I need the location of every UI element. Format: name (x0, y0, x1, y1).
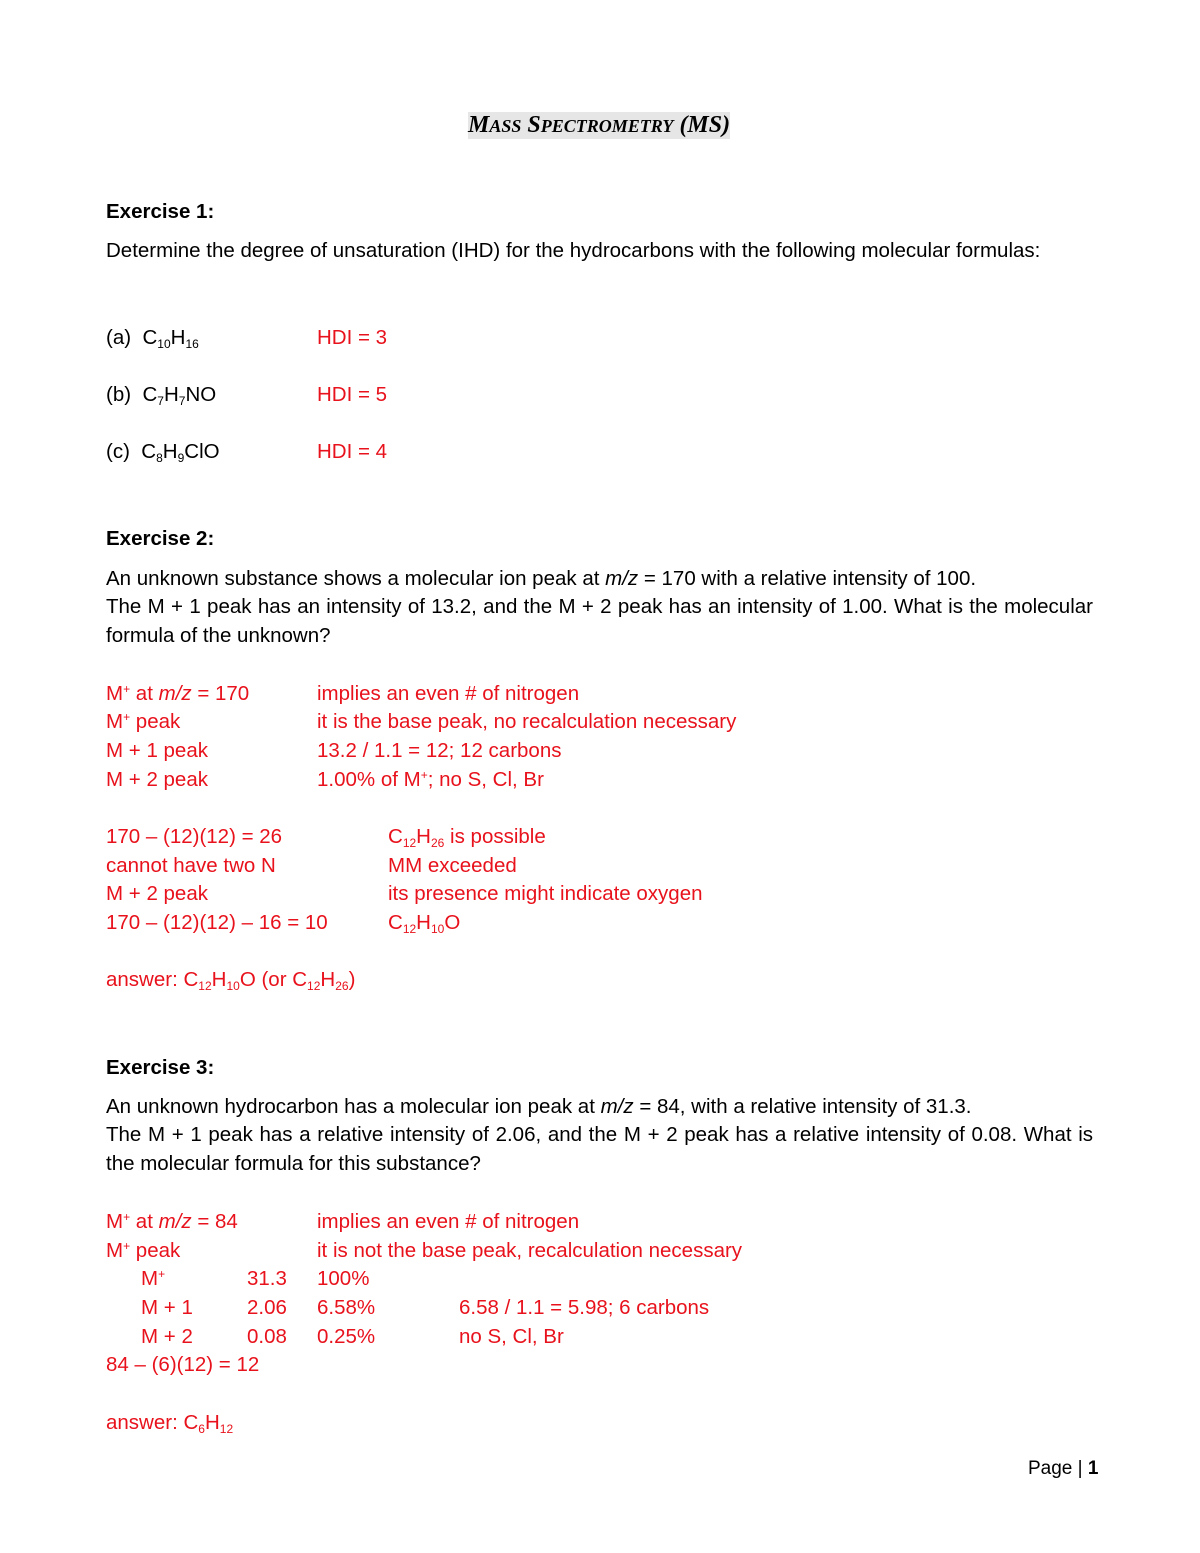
exercise-2-step3-right: its presence might indicate oxygen (388, 882, 703, 905)
exercise-2-step1-left: 170 – (12)(12) = 26 (106, 825, 283, 848)
exercise-2-row3-left: M + 1 peak (106, 739, 208, 762)
exercise-3-calc: 84 – (6)(12) = 12 (106, 1353, 260, 1376)
exercise-3-prompt-line2: The M + 1 peak has a relative intensity of 2.06, and the M + 2 peak has a relative intensity of 0.08. What is the molecular formula for this substance? (106, 1123, 1093, 1175)
page-footer: Page | 1 (1028, 1458, 1099, 1479)
exercise-3-row1-left: M+ at m/z = 84 (106, 1210, 238, 1233)
exercise-2-answer: answer: $C_{12}H_{10}O$ (or $C_{12}H_{26}$) (106, 968, 356, 993)
exercise-1-answer-a: HDI = 3 (317, 326, 388, 349)
exercise-3-heading: Exercise 3: (106, 1056, 215, 1079)
exercise-2-prompt-line1: An unknown substance shows a molecular ion peak at m/z = 170 with a relative intensity of 100. (106, 567, 977, 590)
exercise-2-row4-left: M + 2 peak (106, 768, 208, 791)
exercise-3-table-label-0: M+ (141, 1267, 166, 1290)
exercise-2-row3-right: 13.2 / 1.1 = 12; 12 carbons (317, 739, 562, 762)
exercise-3-table-pct-0: 100% (317, 1267, 370, 1290)
exercise-1-item-c: (c) $C_8H_9ClO$ (106, 440, 220, 465)
exercise-2-row1-right: implies an even # of nitrogen (317, 682, 580, 705)
exercise-2-row2-left: M+ peak (106, 710, 181, 733)
exercise-2-step3-left: M + 2 peak (106, 882, 208, 905)
exercise-3-table-value-1: 2.06 (247, 1296, 287, 1319)
exercise-3-row2-right: it is not the base peak, recalculation necessary (317, 1239, 743, 1262)
exercise-3-table-pct-1: 6.58% (317, 1296, 376, 1319)
exercise-3-table-pct-2: 0.25% (317, 1325, 376, 1348)
exercise-3-table-label-1: M + 1 (141, 1296, 193, 1319)
exercise-1-answer-c: HDI = 4 (317, 440, 388, 463)
exercise-1-answer-b: HDI = 5 (317, 383, 388, 406)
exercise-2-heading: Exercise 2: (106, 527, 215, 550)
exercise-1-item-b: (b) $C_7H_7NO$ (106, 383, 217, 408)
exercise-2-row2-right: it is the base peak, no recalculation necessary (317, 710, 737, 733)
page-title: MASS SPECTROMETRY (MS) (468, 112, 731, 138)
exercise-2-prompt-line2: The M + 1 peak has an intensity of 13.2, and the M + 2 peak has an intensity of 1.00. What is the molecular formula of the unknown? (106, 595, 1093, 647)
exercise-3-table-value-0: 31.3 (247, 1267, 287, 1290)
exercise-1-prompt: Determine the degree of unsaturation (IHD) for the hydrocarbons with the following molecular formulas: (106, 239, 1041, 262)
exercise-2-step4-right: $C_{12}H_{10}O$ (388, 911, 461, 936)
exercise-3-answer: answer: $C_6H_{12}$ (106, 1411, 234, 1436)
exercise-2-row1-left: M+ at m/z = 170 (106, 682, 250, 705)
exercise-3-table-label-2: M + 2 (141, 1325, 193, 1348)
exercise-2-step2-left: cannot have two N (106, 854, 276, 877)
exercise-1-item-a: (a) $C_{10}H_{16}$ (106, 326, 199, 351)
exercise-3-table-value-2: 0.08 (247, 1325, 287, 1348)
exercise-3-row2-left: M+ peak (106, 1239, 181, 1262)
exercise-2-step2-right: MM exceeded (388, 854, 517, 877)
exercise-3-table-note-1: 6.58 / 1.1 = 5.98; 6 carbons (459, 1296, 710, 1319)
exercise-2-step1-right: $C_{12}H_{26}$ is possible (388, 825, 546, 850)
exercise-3-table-note-2: no S, Cl, Br (459, 1325, 564, 1348)
exercise-3-prompt-line1: An unknown hydrocarbon has a molecular ion peak at m/z = 84, with a relative intensity of 31.3. (106, 1095, 972, 1118)
exercise-2-step4-left: 170 – (12)(12) – 16 = 10 (106, 911, 328, 934)
exercise-3-row1-right: implies an even # of nitrogen (317, 1210, 580, 1233)
exercise-1-heading: Exercise 1: (106, 200, 215, 223)
exercise-2-row4-right: 1.00% of M+; no S, Cl, Br (317, 768, 544, 791)
